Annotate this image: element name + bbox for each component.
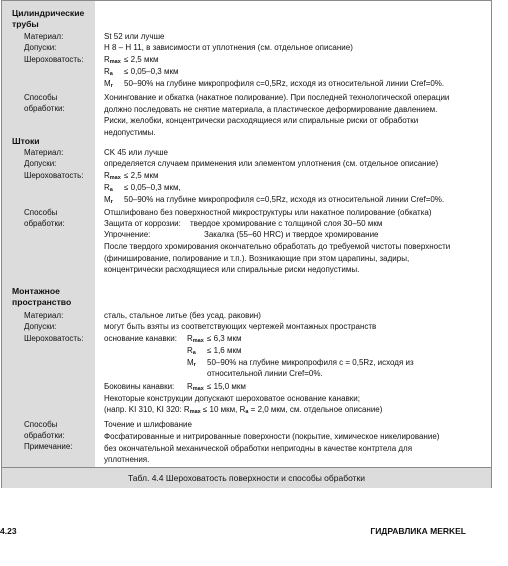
page-number: 4.23 — [0, 526, 17, 536]
tubes-rmax: Rmax ≤ 2,5 мкм — [104, 55, 159, 65]
tubes-tolerance-value: H 8 – H 11, в зависимости от уплотнения (см. отдельное описание) — [104, 43, 353, 52]
tubes-processing-text: Хонингование и обкатка (накатное полирование). При последней технологической операции должно последовать не снятие материала, а пластическое деформирование давлением. Риски, желобки, концентрически расходящиеся или спиральные риски от обработки недопустимы. — [104, 93, 450, 137]
rods-tolerance-value: определяется случаем применения или элементом уплотнения (см. отдельное описание) — [104, 159, 439, 168]
housing-tolerance-value: могут быть взяты из соответствующих чертежей монтажных пространств — [104, 322, 377, 331]
rods-processing-label: Способы — [24, 208, 58, 217]
section-heading-tubes: Цилиндрические — [12, 8, 85, 18]
rods-tolerance-label: Допуски: — [24, 159, 57, 168]
label-column-background — [2, 1, 95, 467]
housing-tolerance-label: Допуски: — [24, 322, 57, 331]
tubes-material-value: St 52 или лучше — [104, 32, 165, 41]
housing-ra: Ra ≤ 1,6 мкм — [187, 346, 242, 356]
rods-processing-label-2: обработки: — [24, 219, 65, 228]
section-heading-housing-2: пространство — [12, 297, 72, 307]
rods-rmax: Rmax ≤ 2,5 мкм — [104, 171, 159, 181]
section-heading-tubes-2: трубы — [12, 19, 39, 29]
roughness-table — [1, 0, 492, 488]
housing-note-label: Примечание: — [24, 442, 73, 451]
rods-hardening-label: Упрочнение: — [104, 230, 151, 239]
tubes-mr: Mr 50–90% на глубине микропрофиля c=0,5Rz, исходя из относительной линии Cref=0%. — [104, 79, 445, 89]
rods-processing-text: После твердого хромирования окончательно обработать до требуемой чистоты поверхности (финиширование, полирование и т.п.). Возникающие при этом царапины, задиры, концентрически расходящиеся или спиральные риски недопустимы. — [104, 242, 451, 274]
tubes-material-label: Материал: — [24, 32, 64, 41]
housing-processing-label-2: обработки: — [24, 431, 65, 440]
tubes-processing-label-2: обработки: — [24, 104, 65, 113]
rods-ra: Ra ≤ 0,05–0,3 мкм, — [104, 183, 181, 193]
housing-material-label: Материал: — [24, 311, 64, 320]
housing-groove-base-label: основание канавки: — [104, 334, 177, 343]
rods-material-value: CK 45 или лучше — [104, 148, 168, 157]
housing-rough-note-line1: Некоторые конструкции допускают шероховатое основание канавки; — [104, 394, 360, 403]
housing-processing-value: Точение и шлифование — [104, 420, 192, 429]
housing-note-value: Фосфатированные и нитрированные поверхности (покрытие, химическое никелирование) без окончательной механической обработки непригодны в качестве контртела для уплотнения. — [104, 432, 440, 464]
housing-processing-label: Способы — [24, 420, 58, 429]
rods-material-label: Материал: — [24, 148, 64, 157]
rods-processing-line1: Отшлифовано без поверхностной микроструктуры или накатное полирование (обкатка) — [104, 208, 432, 217]
housing-mr-line2: относительной линии Cref=0%. — [207, 369, 323, 378]
housing-mr: Mr 50–90% на глубине микропрофиля c = 0,5Rz, исходя из — [187, 358, 414, 368]
rods-roughness-label: Шероховатость: — [24, 171, 84, 180]
table-caption: Табл. 4.4 Шероховатость поверхности и способы обработки — [2, 467, 491, 488]
housing-rough-note-line2: (напр. KI 310, KI 320: Rmax ≤ 10 мкм, Ra = 2,0 мкм, см. отдельное описание) — [104, 405, 383, 415]
housing-rmax: Rmax ≤ 6,3 мкм — [187, 334, 242, 344]
rods-mr: Mr 50–90% на глубине микропрофиля c=0,5Rz, исходя из относительной линии Cref=0%. — [104, 195, 445, 205]
housing-flanks-rmax: Rmax ≤ 15,0 мкм — [187, 382, 246, 392]
rods-corrosion-value: твердое хромирование с толщиной слоя 30–50 мкм — [190, 219, 383, 228]
rods-corrosion-label: Защита от коррозии: — [104, 219, 181, 228]
housing-flanks-label: Боковины канавки: — [104, 382, 175, 391]
section-heading-rods: Штоки — [12, 136, 40, 146]
housing-material-value: сталь, стальное литье (без усад. раковин) — [104, 311, 261, 320]
tubes-ra: Ra ≤ 0,05–0,3 мкм — [104, 67, 179, 77]
tubes-roughness-label: Шероховатость: — [24, 55, 84, 64]
housing-roughness-label: Шероховатость: — [24, 334, 84, 343]
section-heading-housing: Монтажное — [12, 286, 60, 296]
tubes-tolerance-label: Допуски: — [24, 43, 57, 52]
tubes-processing-label: Способы — [24, 93, 58, 102]
rods-hardening-value: Закалка (55–60 HRC) и твердое хромирование — [204, 230, 379, 239]
footer-brand: ГИДРАВЛИКА MERKEL — [370, 526, 466, 536]
